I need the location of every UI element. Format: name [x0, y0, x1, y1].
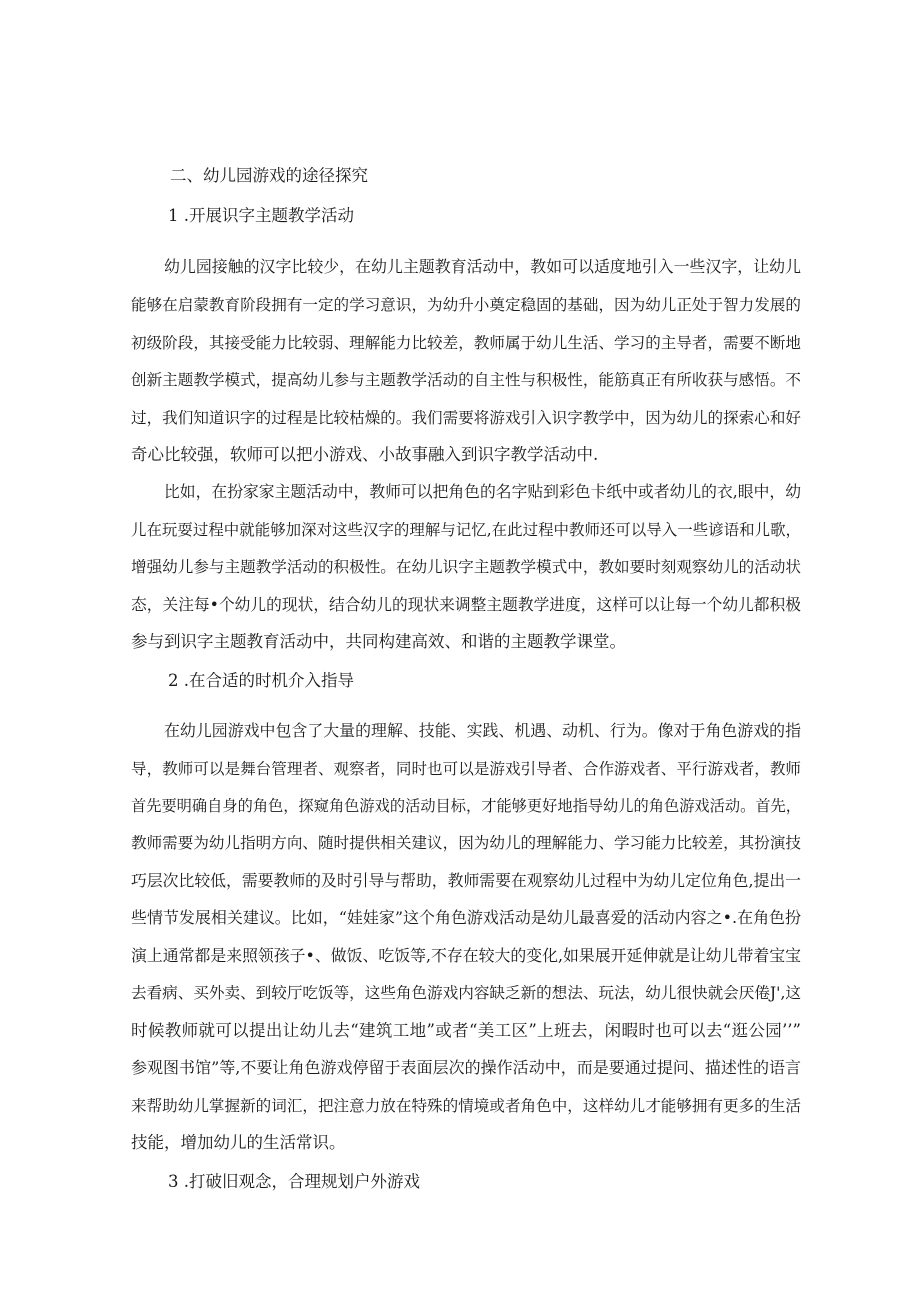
- paragraph-line: 时候教师就可以提出让幼儿去“建筑工地”或者“美工区”上班去，闲暇时也可以去“逛公园’’”: [131, 1021, 801, 1040]
- paragraph-line: 来帮助幼儿掌握新的词汇，把注意力放在特殊的情境或者角色中，这样幼儿才能够拥有更多的生活: [131, 1097, 801, 1115]
- paragraph-line: 去看病、买外卖、到较厅吃饭等，这些角色游戏内容缺乏新的想法、玩法，幼儿很快就会厌倦J',这: [131, 984, 801, 1002]
- paragraph-line: 些情节发展相关建议。比如，“娃娃家”这个角色游戏活动是幼儿最喜爱的活动内容之•.在角色扮: [131, 908, 801, 927]
- paragraph-line: 过，我们知道识字的过程是比较枯燥的。我们需要将游戏引入识字教学中，因为幼儿的探索心和好: [131, 409, 801, 427]
- paragraph-line: 儿在玩耍过程中就能够加深对这些汉字的理解与记忆,在此过程中教师还可以导入一些谚语和儿歌，: [131, 521, 801, 539]
- paragraph-line: 能够在启蒙教育阶段拥有一定的学习意识，为幼升小奠定稳固的基础，因为幼儿正处于智力发展的: [131, 296, 801, 314]
- paragraph-line: 参与到识字主题教育活动中，共同构建高效、和谐的主题教学课堂。: [131, 632, 626, 651]
- paragraph-line: 幼儿园接触的汉字比较少，在幼儿主题教育活动中，教如可以适度地引入一些汉字，让幼儿: [164, 257, 801, 276]
- subsection-heading-3: 3 .打破旧观念，合理规划户外游戏: [168, 1172, 420, 1191]
- paragraph-line: 增强幼儿参与主题教学活动的积极性。在幼儿识字主题教学模式中，教如要时刻观察幼儿的活动状: [131, 558, 801, 576]
- paragraph-line: 教师需要为幼儿指明方向、随时提供相关建议，因为幼儿的理解能力、学习能力比较差，其扮演技: [131, 834, 801, 852]
- paragraph-line: 初级阶段，其接受能力比较弱、理解能力比较差，教师属于幼儿生活、学习的主导者，需要不断地: [131, 334, 801, 352]
- paragraph-line: 导，教师可以是舞台管理者、观察者，同时也可以是游戏引导者、合作游戏者、平行游戏者，教师: [131, 760, 801, 778]
- paragraph-line: 演上通常都是来照领孩子•、做饭、吃饭等,不存在较大的变化,如果展开延伸就是让幼儿带着宝宝: [131, 946, 801, 965]
- paragraph-line: 技能，增加幼儿的生活常识。: [131, 1133, 346, 1152]
- paragraph-line: 创新主题教学模式，提高幼儿参与主题教学活动的自主性与积极性，能筋真正有所收获与感悟。不: [131, 371, 801, 389]
- subsection-heading-1: 1 .开展识字主题教学活动: [168, 206, 354, 225]
- paragraph-line: 奇心比较强，软师可以把小游戏、小故事融入到识字教学活动中.: [131, 445, 599, 464]
- paragraph-line: 态，关注每•个幼儿的现状，结合幼儿的现状来调整主题教学进度，这样可以让每一个幼儿都积极: [131, 595, 801, 614]
- paragraph-line: 首先要明确自身的角色，探窥角色游戏的活动目标，才能够更好地指导幼儿的角色游戏活动。首先，: [131, 797, 801, 815]
- paragraph-line: 巧层次比较低，需要教师的及时引导与帮助，教师需要在观察幼儿过程中为幼儿定位角色,提出一: [131, 871, 801, 890]
- section-title: 二、幼儿园游戏的途径探究: [170, 166, 368, 185]
- paragraph-line: 比如，在扮家家主题活动中，教师可以把角色的名字贴到彩色卡纸中或者幼儿的衣,眼中，幼: [164, 482, 801, 501]
- paragraph-line: 在幼儿园游戏中包含了大量的理解、技能、实践、机遇、动机、行为。像对于角色游戏的指: [164, 721, 801, 740]
- paragraph-line: 参观图书馆”等,不要让角色游戏停留于表面层次的操作活动中，而是要通过提问、描述性的语言: [131, 1058, 801, 1077]
- subsection-heading-2: 2 .在合适的时机介入指导: [168, 671, 354, 690]
